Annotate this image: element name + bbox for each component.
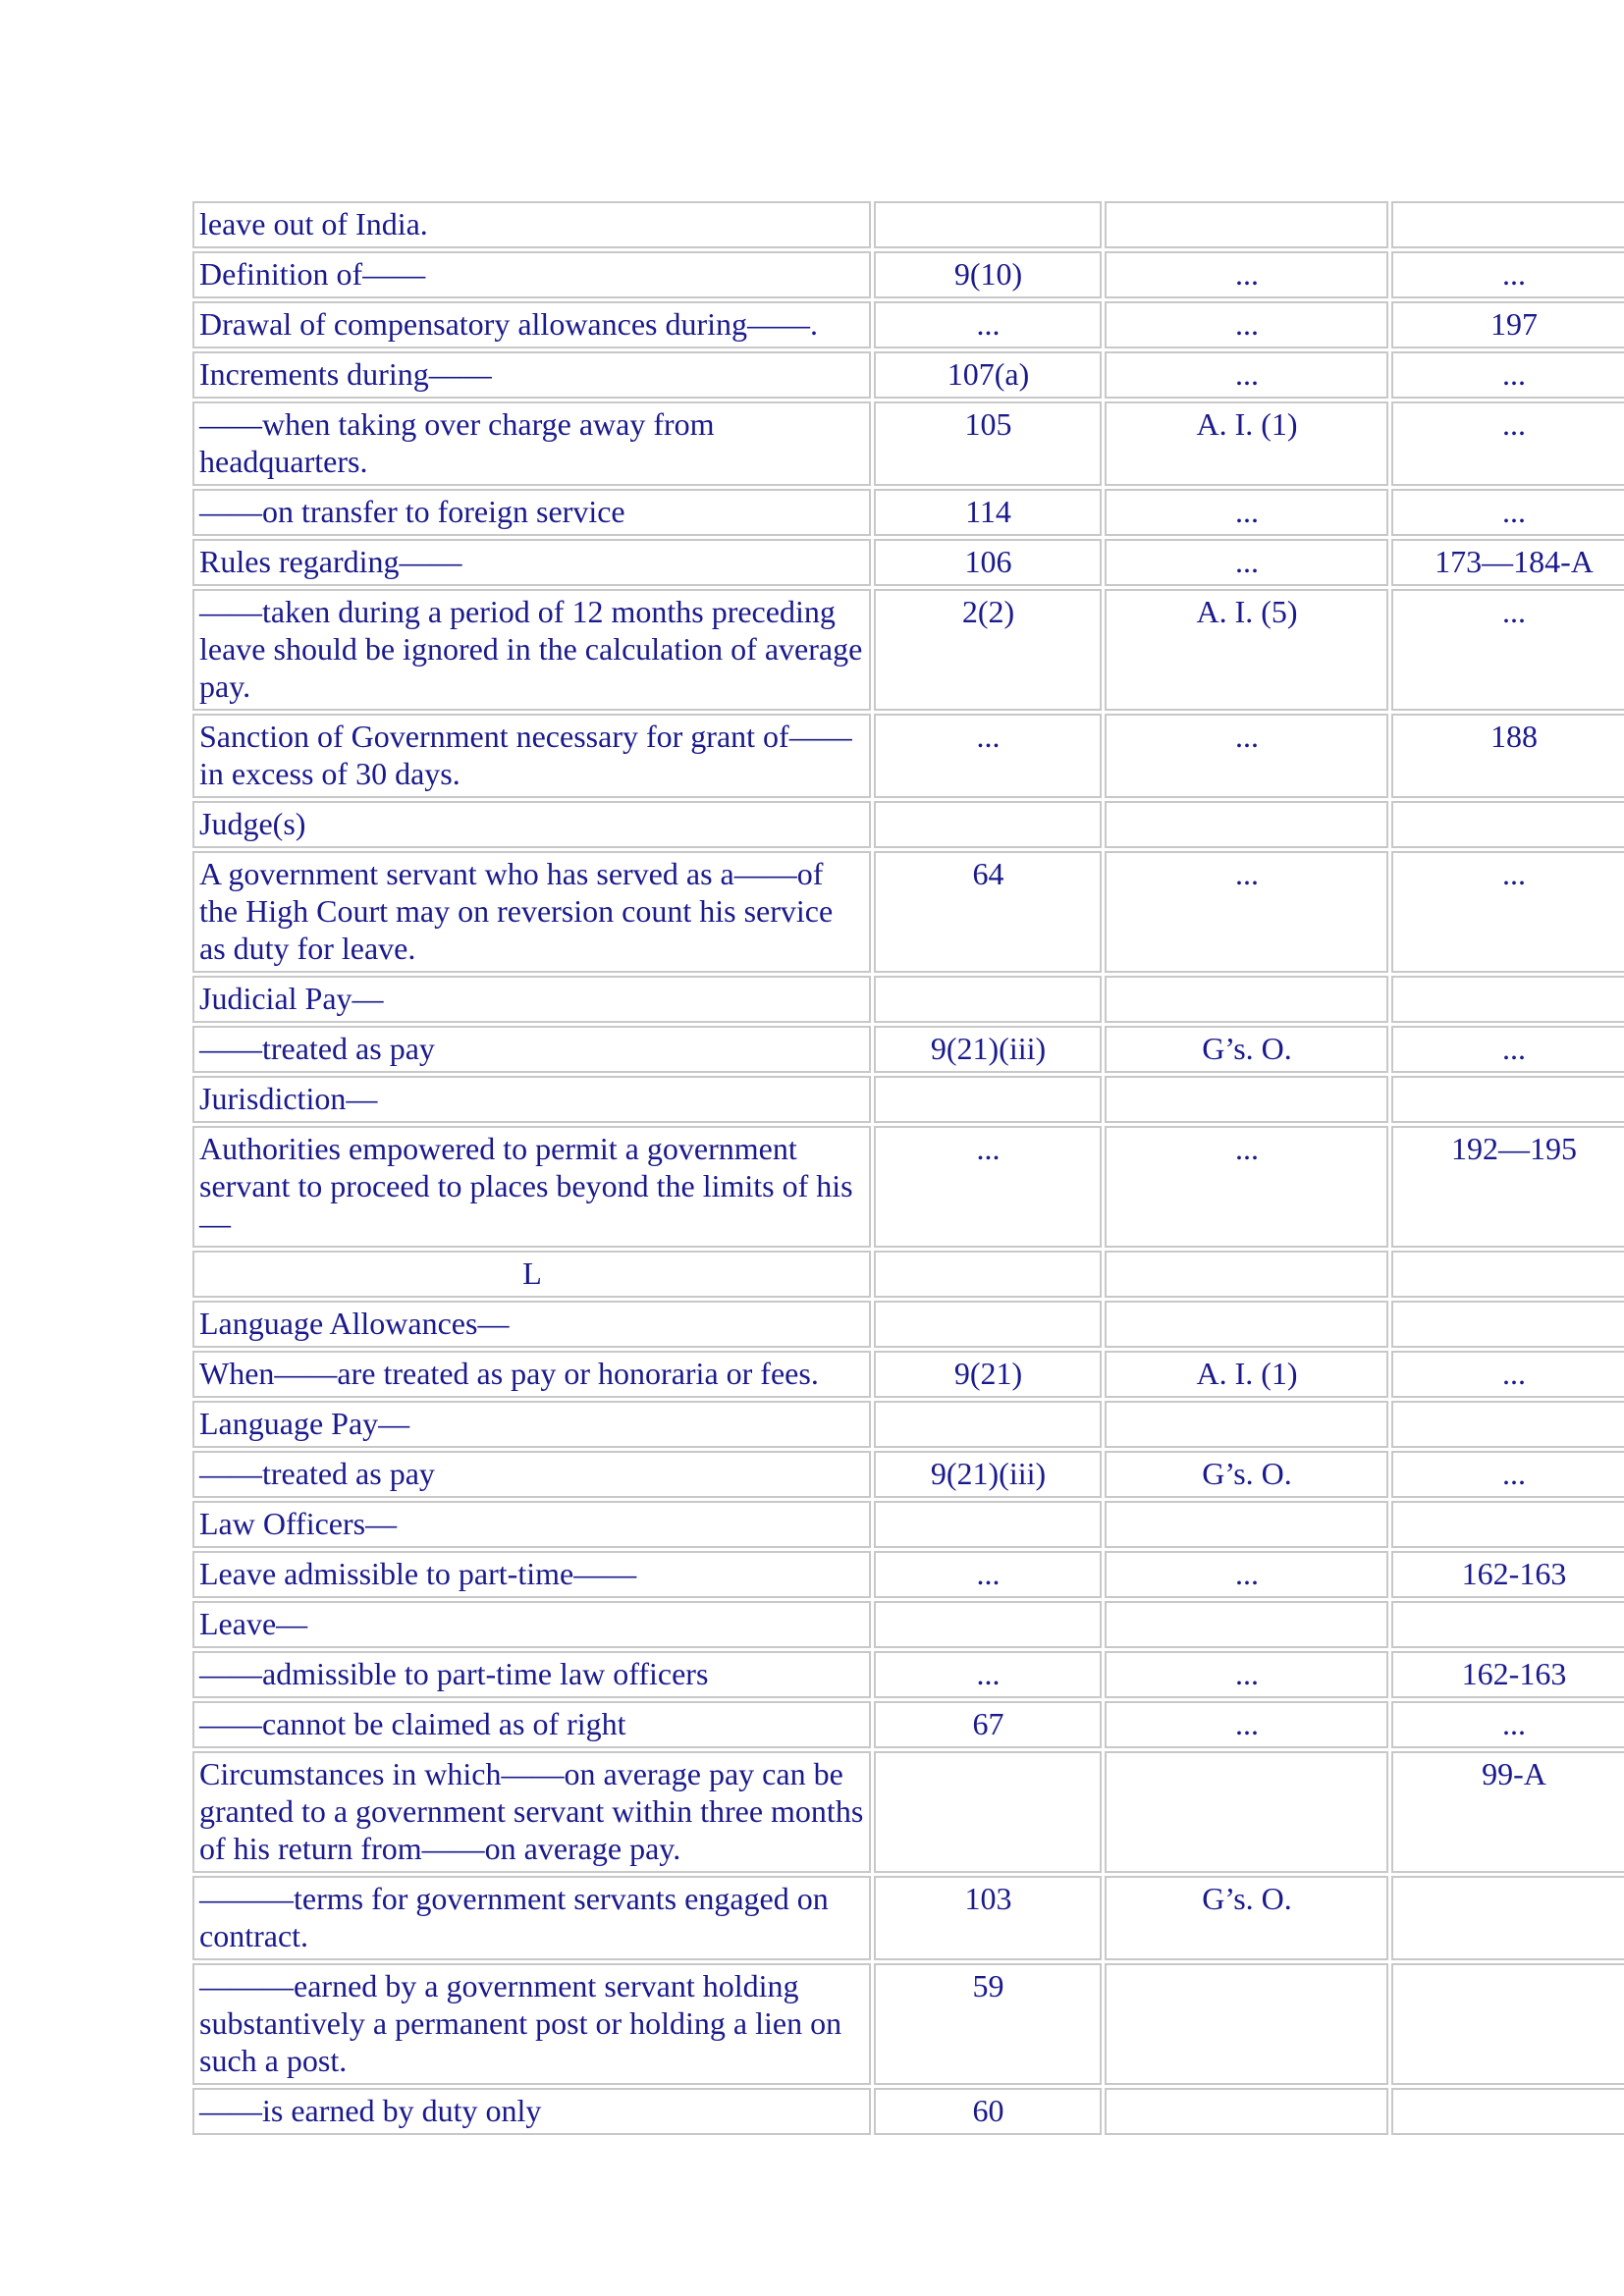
table-row <box>192 1451 1624 1498</box>
subject-cell: Circumstances in which——on average pay can be granted to a government servant within three months of his return from——on average pay. <box>192 1751 871 1873</box>
subject-cell: Jurisdiction— <box>192 1076 871 1123</box>
para-cell <box>1391 1251 1624 1298</box>
rule-cell: ... <box>874 1651 1102 1698</box>
subject-cell: Increments during—— <box>192 351 871 399</box>
subject-cell: Definition of—— <box>192 251 871 298</box>
para-cell: ... <box>1391 1701 1624 1748</box>
subject-cell: ——taken during a period of 12 months preceding leave should be ignored in the calculation of average pay. <box>192 589 871 711</box>
para-cell: 162-163 <box>1391 1651 1624 1698</box>
table-row <box>192 1601 1624 1648</box>
rule-cell <box>874 801 1102 848</box>
table-row <box>192 1876 1624 1960</box>
para-cell: ... <box>1391 401 1624 486</box>
rule-cell <box>874 1076 1102 1123</box>
table-row <box>192 1401 1624 1448</box>
rule-cell: 103 <box>874 1876 1102 1960</box>
table-row <box>192 1126 1624 1248</box>
order-cell <box>1105 1401 1388 1448</box>
subject-cell: When——are treated as pay or honoraria or fees. <box>192 1351 871 1398</box>
order-cell <box>1105 801 1388 848</box>
subject-cell: ———terms for government servants engaged on contract. <box>192 1876 871 1960</box>
table-row <box>192 2088 1624 2135</box>
table-row <box>192 251 1624 298</box>
para-cell <box>1391 801 1624 848</box>
rule-cell: 64 <box>874 851 1102 973</box>
order-cell: A. I. (5) <box>1105 589 1388 711</box>
order-cell: ... <box>1105 539 1388 586</box>
table-row <box>192 714 1624 798</box>
order-cell <box>1105 1251 1388 1298</box>
order-cell: ... <box>1105 714 1388 798</box>
order-cell: ... <box>1105 851 1388 973</box>
order-cell: A. I. (1) <box>1105 1351 1388 1398</box>
rule-cell <box>874 1751 1102 1873</box>
table-row <box>192 539 1624 586</box>
section-letter: L <box>192 1251 871 1298</box>
subject-cell: Judge(s) <box>192 801 871 848</box>
order-cell <box>1105 976 1388 1023</box>
rule-cell: 107(a) <box>874 351 1102 399</box>
order-cell: G’s. O. <box>1105 1876 1388 1960</box>
order-cell: ... <box>1105 1701 1388 1748</box>
subject-cell: Judicial Pay— <box>192 976 871 1023</box>
table-row <box>192 589 1624 711</box>
order-cell <box>1105 1301 1388 1348</box>
order-cell: ... <box>1105 251 1388 298</box>
rule-cell: 106 <box>874 539 1102 586</box>
rule-cell: ... <box>874 1126 1102 1248</box>
subject-cell: ——admissible to part-time law officers <box>192 1651 871 1698</box>
subject-cell: Drawal of compensatory allowances during——. <box>192 301 871 348</box>
table-row <box>192 1351 1624 1398</box>
para-cell <box>1391 1401 1624 1448</box>
order-cell: A. I. (1) <box>1105 401 1388 486</box>
subject-cell: ——cannot be claimed as of right <box>192 1701 871 1748</box>
para-cell: ... <box>1391 1451 1624 1498</box>
para-cell <box>1391 1501 1624 1548</box>
rule-cell <box>874 1301 1102 1348</box>
rule-cell: 2(2) <box>874 589 1102 711</box>
table-row <box>192 801 1624 848</box>
para-cell <box>1391 1601 1624 1648</box>
table-row <box>192 976 1624 1023</box>
order-cell: ... <box>1105 1551 1388 1598</box>
rule-cell <box>874 1401 1102 1448</box>
subject-cell: A government servant who has served as a——of the High Court may on reversion count his service as duty for leave. <box>192 851 871 973</box>
subject-cell: Leave admissible to part-time—— <box>192 1551 871 1598</box>
para-cell <box>1391 1076 1624 1123</box>
rule-cell <box>874 976 1102 1023</box>
subject-cell: Rules regarding—— <box>192 539 871 586</box>
para-cell: 188 <box>1391 714 1624 798</box>
subject-cell: ——on transfer to foreign service <box>192 489 871 536</box>
table-row <box>192 301 1624 348</box>
subject-cell: ——treated as pay <box>192 1451 871 1498</box>
table-row <box>192 489 1624 536</box>
order-cell: G’s. O. <box>1105 1026 1388 1073</box>
para-cell: ... <box>1391 1026 1624 1073</box>
table-row <box>192 1076 1624 1123</box>
subject-cell: ——when taking over charge away from headquarters. <box>192 401 871 486</box>
rule-cell <box>874 1501 1102 1548</box>
para-cell <box>1391 2088 1624 2135</box>
subject-cell: Language Allowances— <box>192 1301 871 1348</box>
subject-cell: Language Pay— <box>192 1401 871 1448</box>
rule-cell: 59 <box>874 1963 1102 2085</box>
order-cell: ... <box>1105 1126 1388 1248</box>
rule-cell <box>874 1251 1102 1298</box>
order-cell: ... <box>1105 489 1388 536</box>
rule-cell <box>874 201 1102 248</box>
order-cell: ... <box>1105 1651 1388 1698</box>
table-row <box>192 201 1624 248</box>
subject-cell: Authorities empowered to permit a government servant to proceed to places beyond the limits of his— <box>192 1126 871 1248</box>
table-row <box>192 1251 1624 1298</box>
para-cell: ... <box>1391 251 1624 298</box>
order-cell <box>1105 1751 1388 1873</box>
para-cell: 192—195 <box>1391 1126 1624 1248</box>
index-table <box>189 198 1624 2138</box>
subject-cell: leave out of India. <box>192 201 871 248</box>
rule-cell <box>874 1601 1102 1648</box>
para-cell: ... <box>1391 489 1624 536</box>
rule-cell: ... <box>874 301 1102 348</box>
para-cell: ... <box>1391 351 1624 399</box>
para-cell: 197 <box>1391 301 1624 348</box>
order-cell <box>1105 1601 1388 1648</box>
order-cell: ... <box>1105 351 1388 399</box>
para-cell <box>1391 1876 1624 1960</box>
table-row <box>192 851 1624 973</box>
index-table-body <box>192 201 1624 2135</box>
para-cell: 99-A <box>1391 1751 1624 1873</box>
subject-cell: Leave— <box>192 1601 871 1648</box>
table-row <box>192 401 1624 486</box>
para-cell <box>1391 1301 1624 1348</box>
rule-cell: ... <box>874 714 1102 798</box>
para-cell: ... <box>1391 851 1624 973</box>
order-cell <box>1105 1076 1388 1123</box>
table-row <box>192 1551 1624 1598</box>
rule-cell: 60 <box>874 2088 1102 2135</box>
table-row <box>192 1963 1624 2085</box>
rule-cell: ... <box>874 1551 1102 1598</box>
order-cell <box>1105 2088 1388 2135</box>
para-cell: ... <box>1391 1351 1624 1398</box>
table-row <box>192 1026 1624 1073</box>
table-row <box>192 1701 1624 1748</box>
para-cell: ... <box>1391 589 1624 711</box>
order-cell <box>1105 1963 1388 2085</box>
table-row <box>192 351 1624 399</box>
para-cell <box>1391 976 1624 1023</box>
subject-cell: ——is earned by duty only <box>192 2088 871 2135</box>
subject-cell: Sanction of Government necessary for grant of——in excess of 30 days. <box>192 714 871 798</box>
para-cell: 173—184-A <box>1391 539 1624 586</box>
order-cell <box>1105 201 1388 248</box>
table-row <box>192 1501 1624 1548</box>
order-cell: ... <box>1105 301 1388 348</box>
subject-cell: ———earned by a government servant holding substantively a permanent post or holding a lien on such a post. <box>192 1963 871 2085</box>
order-cell: G’s. O. <box>1105 1451 1388 1498</box>
rule-cell: 9(10) <box>874 251 1102 298</box>
rule-cell: 105 <box>874 401 1102 486</box>
rule-cell: 9(21)(iii) <box>874 1026 1102 1073</box>
table-row <box>192 1301 1624 1348</box>
subject-cell: Law Officers— <box>192 1501 871 1548</box>
rule-cell: 67 <box>874 1701 1102 1748</box>
order-cell <box>1105 1501 1388 1548</box>
table-row <box>192 1751 1624 1873</box>
rule-cell: 9(21) <box>874 1351 1102 1398</box>
para-cell <box>1391 201 1624 248</box>
rule-cell: 9(21)(iii) <box>874 1451 1102 1498</box>
para-cell: 162-163 <box>1391 1551 1624 1598</box>
subject-cell: ——treated as pay <box>192 1026 871 1073</box>
para-cell <box>1391 1963 1624 2085</box>
rule-cell: 114 <box>874 489 1102 536</box>
table-row <box>192 1651 1624 1698</box>
